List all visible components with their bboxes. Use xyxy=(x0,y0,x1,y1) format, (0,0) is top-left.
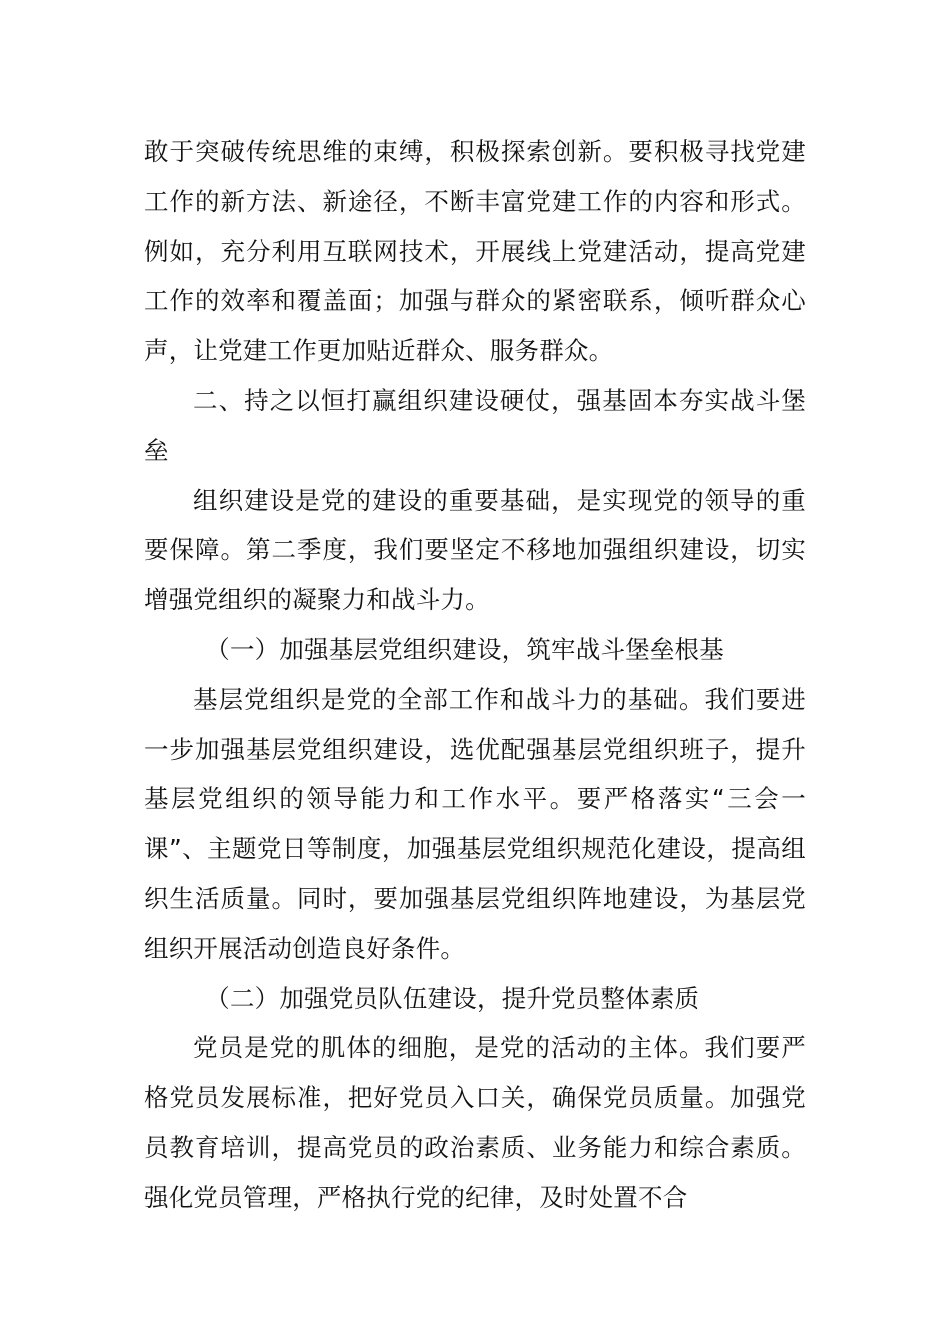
document-body xyxy=(144,127,806,1223)
paragraph-members: 党员是党的肌体的细胞，是党的活动的主体。我们要严格党员发展标准，把好党员入口关，确保党员质量。加强党员教育培训，提高党员的政治素质、业务能力和综合素质。强化党员管理，严格执行党的纪律，及时处置不合 xyxy=(144,1033,806,1212)
subheading-one: （一）加强基层党组织建设，筑牢战斗堡垒根基 xyxy=(205,634,724,664)
paragraph-grassroots: 基层党组织是党的全部工作和战斗力的基础。我们要进一步加强基层党组织建设，选优配强基层党组织班子，提升基层党组织的领导能力和工作水平。要严格落实“三会一课”、主题党日等制度，加强基层党组织规范化建设，提高组织生活质量。同时，要加强基层党组织阵地建设，为基层党组织开展活动创造良好条件。 xyxy=(144,684,806,963)
subheading-two: （二）加强党员队伍建设，提升党员整体素质 xyxy=(205,983,700,1013)
paragraph-organization: 组织建设是党的建设的重要基础，是实现党的领导的重要保障。第二季度，我们要坚定不移地加强组织建设，切实增强党组织的凝聚力和战斗力。 xyxy=(144,485,806,615)
paragraph-continuation: 敢于突破传统思维的束缚，积极探索创新。要积极寻找党建工作的新方法、新途径，不断丰富党建工作的内容和形式。例如，充分利用互联网技术，开展线上党建活动，提高党建工作的效率和覆盖面；加强与群众的紧密联系，倾听群众心声，让党建工作更加贴近群众、服务群众。 xyxy=(144,137,806,366)
section-heading-two: 二、持之以恒打赢组织建设硬仗，强基固本夯实战斗堡垒 xyxy=(144,385,806,465)
